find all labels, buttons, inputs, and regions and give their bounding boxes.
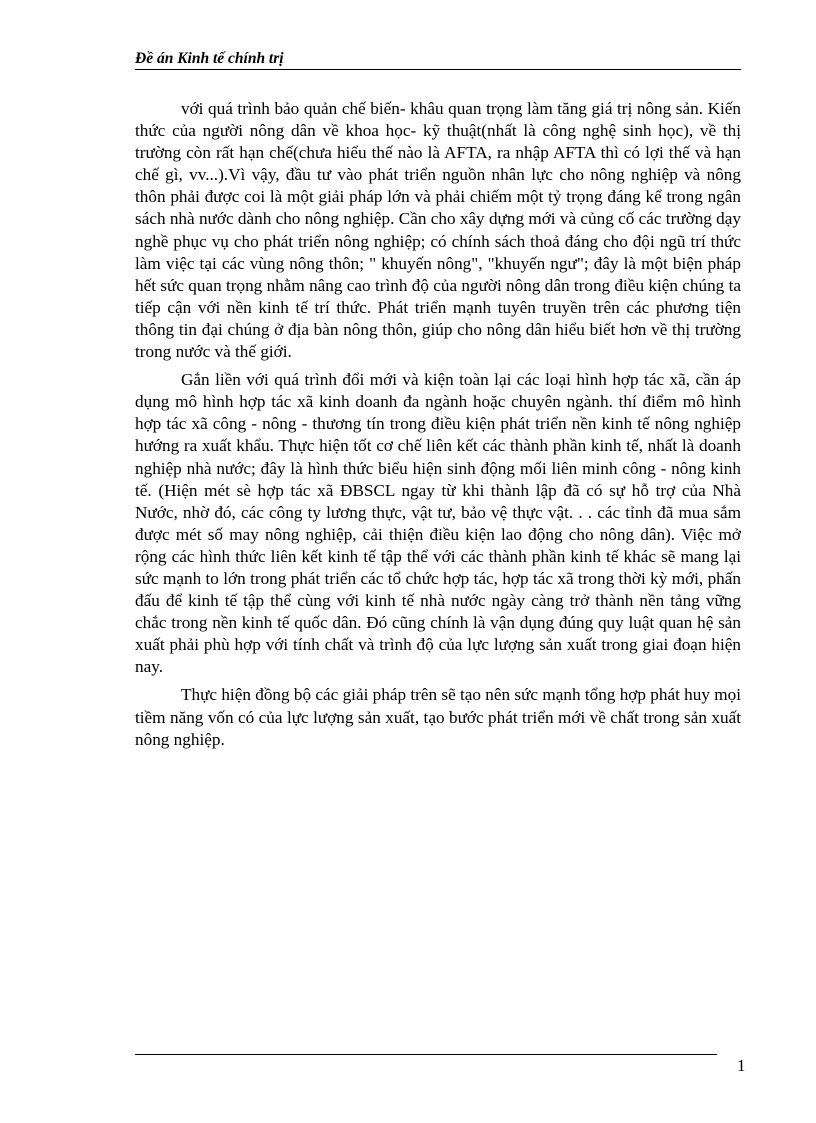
page-header (135, 49, 741, 70)
paragraph-3: Thực hiện đồng bộ các giải pháp trên sẽ tạo nên sức mạnh tổng hợp phát huy mọi tiềm năng vốn có của lực lượng sản xuất, tạo bước phát triển mới về chất trong sản xuất nông nghiệp. (135, 685, 741, 749)
footer-divider (135, 1054, 717, 1055)
page-number: 1 (737, 1056, 746, 1075)
document-body (135, 98, 741, 757)
document-title: Đề án Kinh tế chính trị (135, 50, 284, 67)
paragraph-1: với quá trình bảo quản chế biến- khâu quan trọng làm tăng giá trị nông sản. Kiến thức của người nông dân về khoa học- kỹ thuật(nhất là công nghệ sinh học), về thị trường còn rất hạn chế(chưa hiểu thế nào là AFTA, ra nhập AFTA thì có lợi thế và hạn chế gì, vv...).Vì vậy, đầu tư vào phát triển nguồn nhân lực cho nông nghiệp và nông thôn phải được coi là một giải pháp lớn và phải chiếm một tỷ trọng đáng kể trong ngân sách nhà nước dành cho nông nghiệp. Cần cho xây dựng mới và củng cố các trường dạy nghề phục vụ cho phát triển nông nghiệp; có chính sách thoả đáng cho đội ngũ trí thức làm việc tại các vùng nông thôn; " khuyến nông", "khuyến ngư"; đây là một biện pháp hết sức quan trọng nhằm nâng cao trình độ của người nông dân trong điều kiện chúng ta tiếp cận với nền kinh tế trí thức. Phát triển mạnh tuyên truyền trên các phương tiện thông tin đại chúng ở địa bàn nông thôn, giúp cho nông dân hiểu biết hơn về thị trường trong nước và thế giới. (135, 99, 742, 362)
paragraph-2: Gắn liền với quá trình đổi mới và kiện toàn lại các loại hình hợp tác xã, cần áp dụng mô hình hợp tác xã kinh doanh đa ngành hoặc chuyên ngành. thí điểm mô hình hợp tác xã công - nông - thương tín trong điều kiện phát triển nền kinh tế nông nghiệp hướng ra xuất khẩu. Thực hiện tốt cơ chế liên kết các thành phần kinh tế, nhất là doanh nghiệp nhà nước; đây là hình thức biểu hiện sinh động mối liên minh công - nông kinh tế. (Hiện mét sè hợp tác xã ĐBSCL ngay từ khi thành lập đã có sự hỗ trợ của Nhà Nước, nhờ đó, các công ty lương thực, vật tư, bảo vệ thực vật. . . các tỉnh đã mua sắm được mét số may nông nghiệp, cải thiện điều kiện lao động cho nông dân). Việc mở rộng các hình thức liên kết kinh tế tập thể với các thành phần kinh tế khác sẽ mang lại sức mạnh to lớn trong phát triển các tổ chức hợp tác, hợp tác xã trong thời kỳ mới, phấn đấu để kinh tế tập thể cùng với kinh tế nhà nước ngày càng trở thành nền tảng vững chắc trong nền kinh tế quốc dân. Đó cũng chính là vận dụng đúng quy luật quan hệ sản xuất phải phù hợp với tính chất và trình độ của lực lượng sản xuất trong giai đoạn hiện nay. (135, 370, 741, 677)
